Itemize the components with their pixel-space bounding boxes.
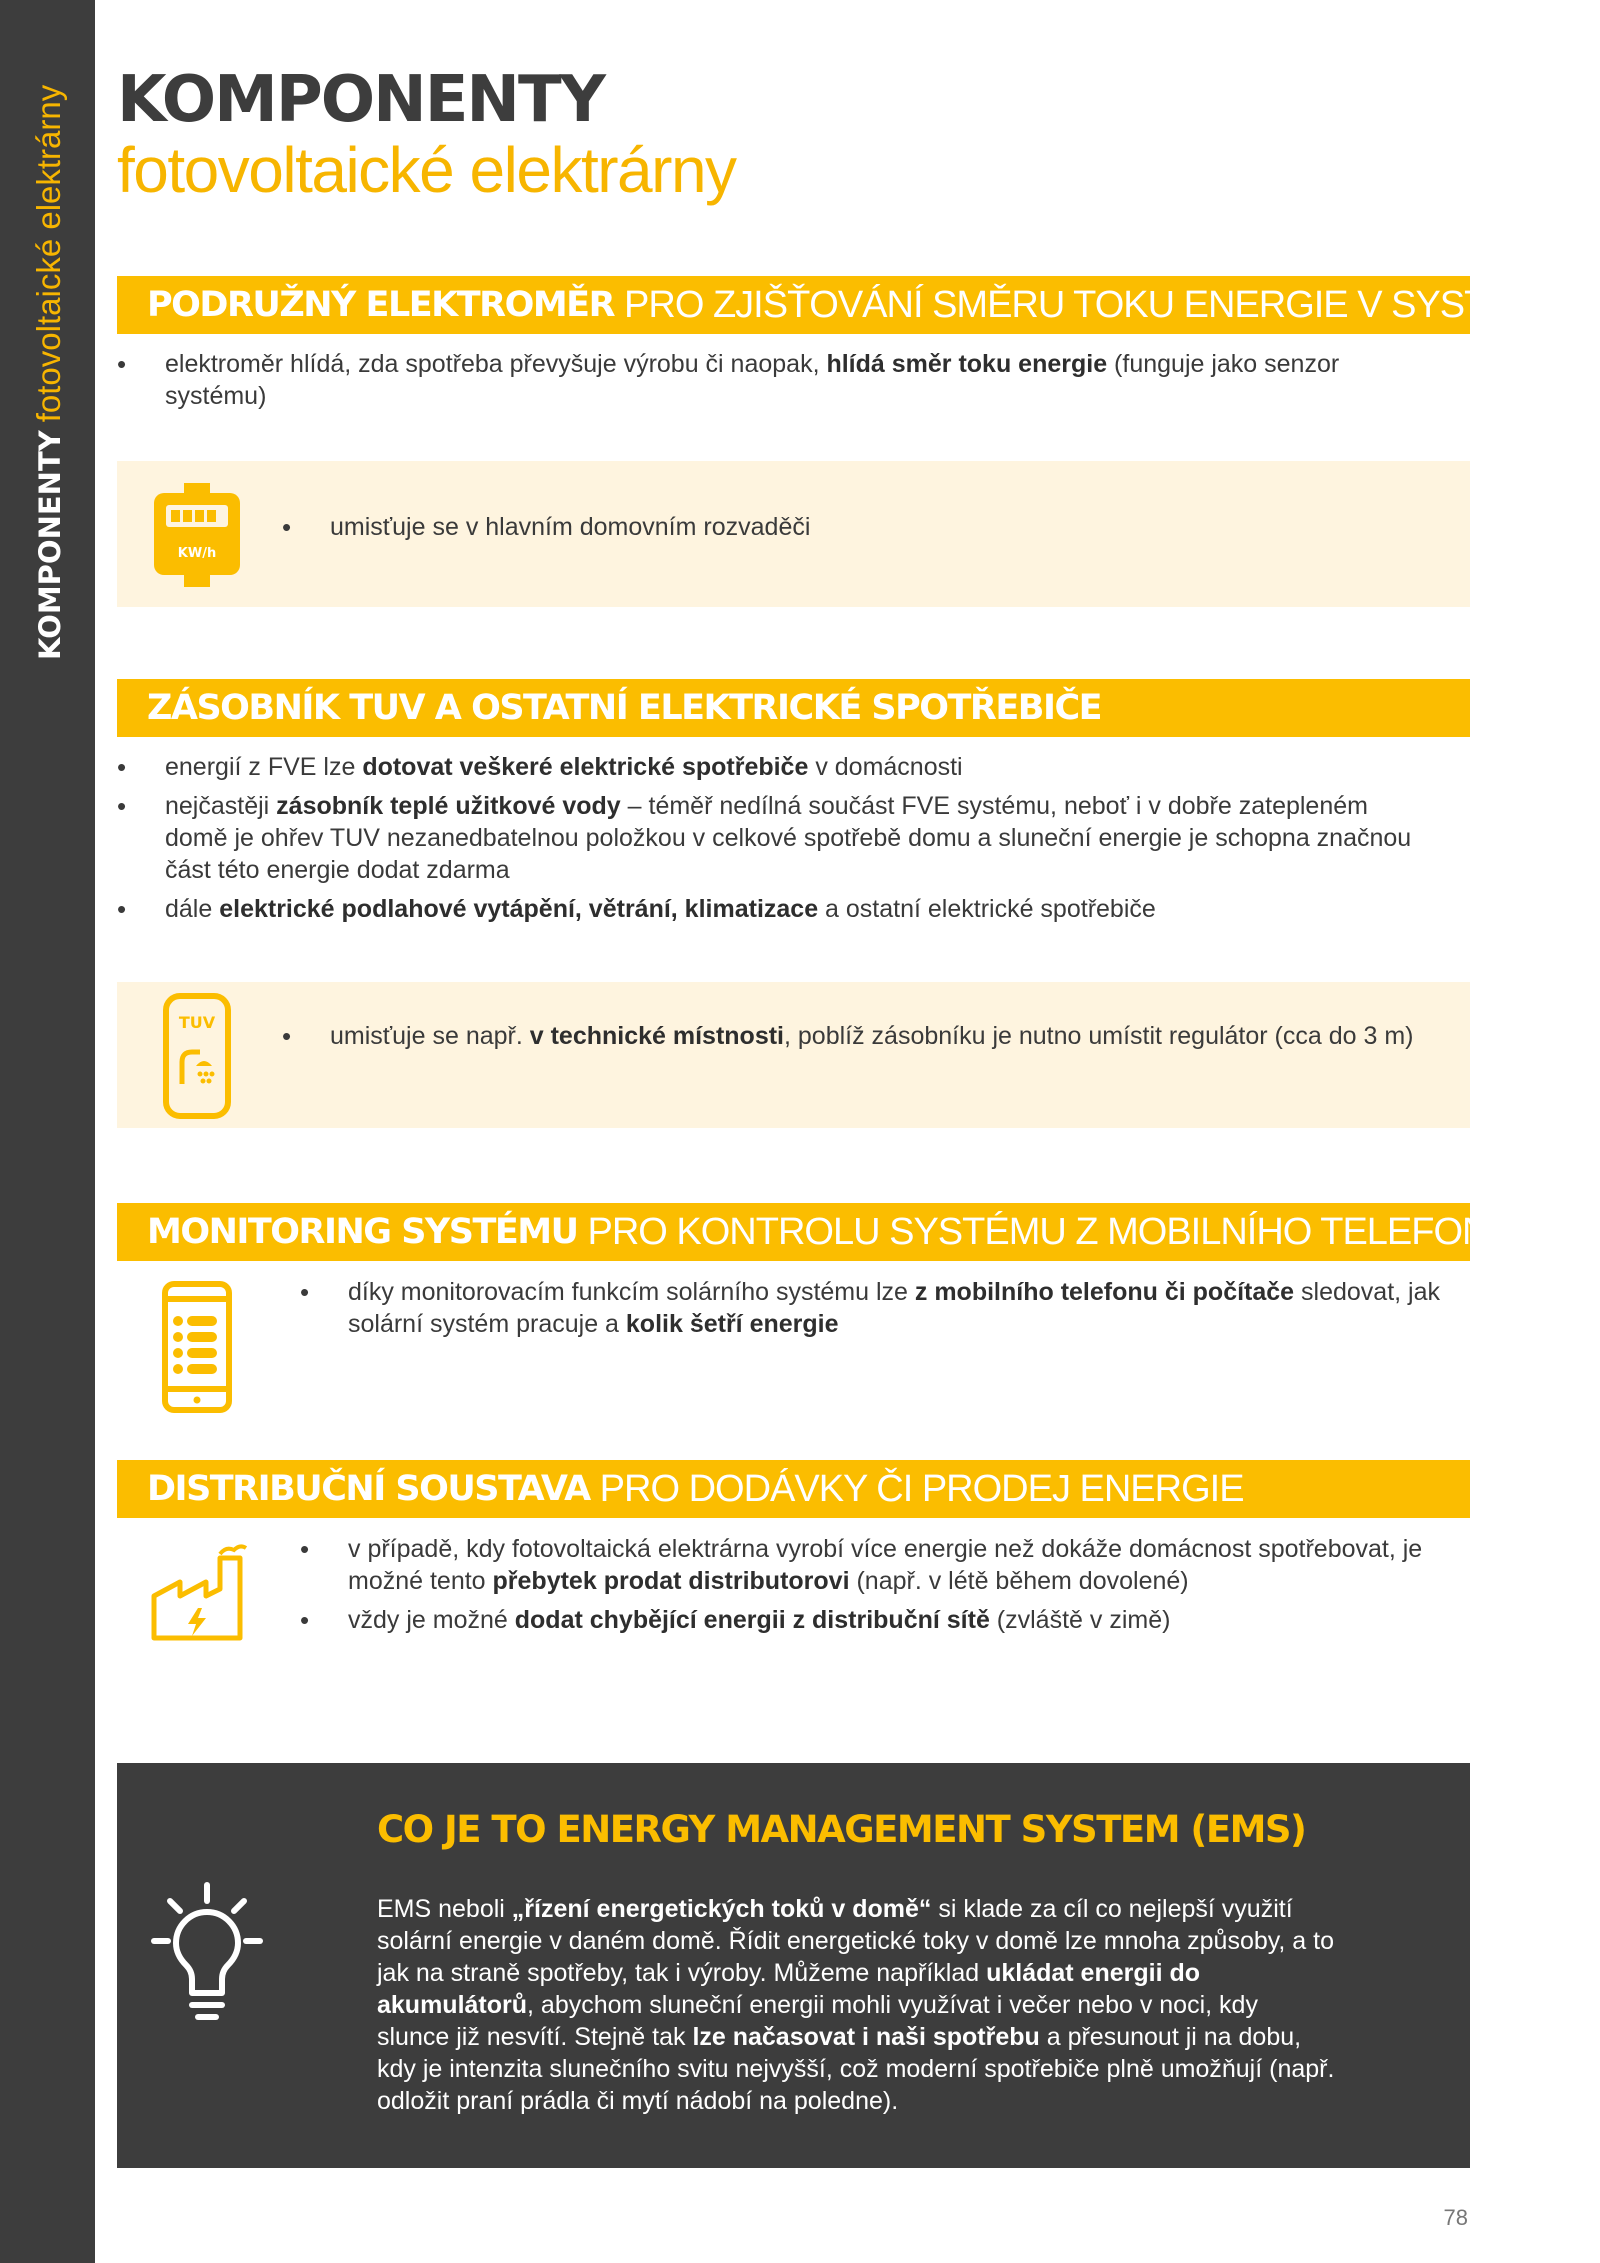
section-heading-light: PRO ZJIŠŤOVÁNÍ SMĚRU TOKU ENERGIE V SYSTÉMU	[624, 283, 1568, 326]
section-heading-monitoring	[117, 1203, 1576, 1261]
sidebar-label	[30, 85, 68, 660]
page-subtitle: fotovoltaické elektrárny	[117, 134, 736, 206]
ems-text: EMS neboli „řízení energetických toků v domě“ si klade za cíl co nejlepší využití solární energie v daném domě. Řídit energetické toky v domě lze mnoha způsoby, a to jak na straně spotřeby, tak i výroby. Můžeme například ukládat energii do akumulátorů, abychom sluneční energii mohli využívat i večer nebo v noci, kdy slunce již nesvítí. Stejně tak lze načasovat i naši spotřebu a přesunout ji na dobu, kdy je intenzita slunečního svitu nejvyšší, což moderní spotřebiče plně umožňují (např. odložit praní prádla či mytí nádobí na poledne).	[377, 1895, 1335, 2115]
svg-text:KW/h: KW/h	[177, 546, 217, 561]
bullet-list	[117, 751, 1437, 932]
section-heading-bold: DISTRIBUČNÍ SOUSTAVA	[147, 1469, 590, 1509]
sidebar	[0, 0, 95, 2263]
list-item: • elektroměr hlídá, zda spotřeba převyšuje výrobu či naopak, hlídá směr toku energie (funguje jako senzor systému)	[117, 348, 1437, 412]
section-heading-bold: ZÁSOBNÍK TUV A OSTATNÍ ELEKTRICKÉ SPOTŘEBIČE	[147, 688, 1102, 728]
page-title: KOMPONENTY	[117, 63, 604, 137]
info-box	[117, 461, 1470, 607]
list-item: • umisťuje se v hlavním domovním rozvaděči	[282, 511, 1432, 543]
info-box	[117, 982, 1470, 1128]
list-item: • dále elektrické podlahové vytápění, větrání, klimatizace a ostatní elektrické spotřebiče	[117, 893, 1437, 925]
list-item: • energií z FVE lze dotovat veškeré elektrické spotřebiče v domácnosti	[117, 751, 1437, 783]
water-heater-icon	[162, 992, 232, 1120]
section-heading-distribution	[117, 1460, 1470, 1518]
light-bulb-icon	[152, 1883, 262, 2033]
sidebar-label-bold: KOMPONENTY	[33, 430, 67, 660]
bullet-list	[282, 1020, 1432, 1059]
ems-box	[117, 1763, 1470, 2168]
electricity-meter-icon	[152, 481, 242, 591]
sidebar-label-light: fotovoltaické elektrárny	[30, 84, 67, 423]
list-item: • umisťuje se např. v technické místnosti, poblíž zásobníku je nutno umístit regulátor (cca do 3 m)	[282, 1020, 1432, 1052]
section-heading-sub-meter	[117, 276, 1568, 334]
ems-title: CO JE TO ENERGY MANAGEMENT SYSTEM (EMS)	[377, 1808, 1306, 1851]
bullet-list	[282, 511, 1432, 550]
bullet-list	[300, 1533, 1440, 1643]
section-heading-water-tank	[117, 679, 1470, 737]
section-heading-light: PRO DODÁVKY ČI PRODEJ ENERGIE	[599, 1467, 1244, 1510]
power-plant-icon	[150, 1542, 250, 1642]
section-heading-bold: MONITORING SYSTÉMU	[147, 1212, 578, 1252]
bullet-list	[117, 348, 1437, 419]
smartphone-icon	[162, 1281, 232, 1413]
bullet-list	[300, 1276, 1440, 1347]
section-heading-light: PRO KONTROLU SYSTÉMU Z MOBILNÍHO TELEFONU/PC	[587, 1210, 1576, 1253]
section-heading-bold: PODRUŽNÝ ELEKTROMĚR	[147, 285, 615, 325]
svg-text:TUV: TUV	[178, 1013, 216, 1032]
list-item: • v případě, kdy fotovoltaická elektrárna vyrobí více energie než dokáže domácnost spotřebovat, je možné tento přebytek prodat distributorovi (např. v létě během dovolené)	[300, 1533, 1440, 1597]
list-item: • díky monitorovacím funkcím solárního systému lze z mobilního telefonu či počítače sledovat, jak solární systém pracuje a kolik šetří energie	[300, 1276, 1440, 1340]
list-item: • vždy je možné dodat chybějící energii z distribuční sítě (zvláště v zimě)	[300, 1604, 1440, 1636]
page-number: 78	[1443, 2205, 1468, 2230]
list-item: • nejčastěji zásobník teplé užitkové vody – téměř nedílná součást FVE systému, neboť i v dobře zatepleném domě je ohřev TUV nezanedbatelnou položkou v celkové spotřebě domu a sluneční energie je schopna značnou část této energie dodat zdarma	[117, 790, 1437, 886]
